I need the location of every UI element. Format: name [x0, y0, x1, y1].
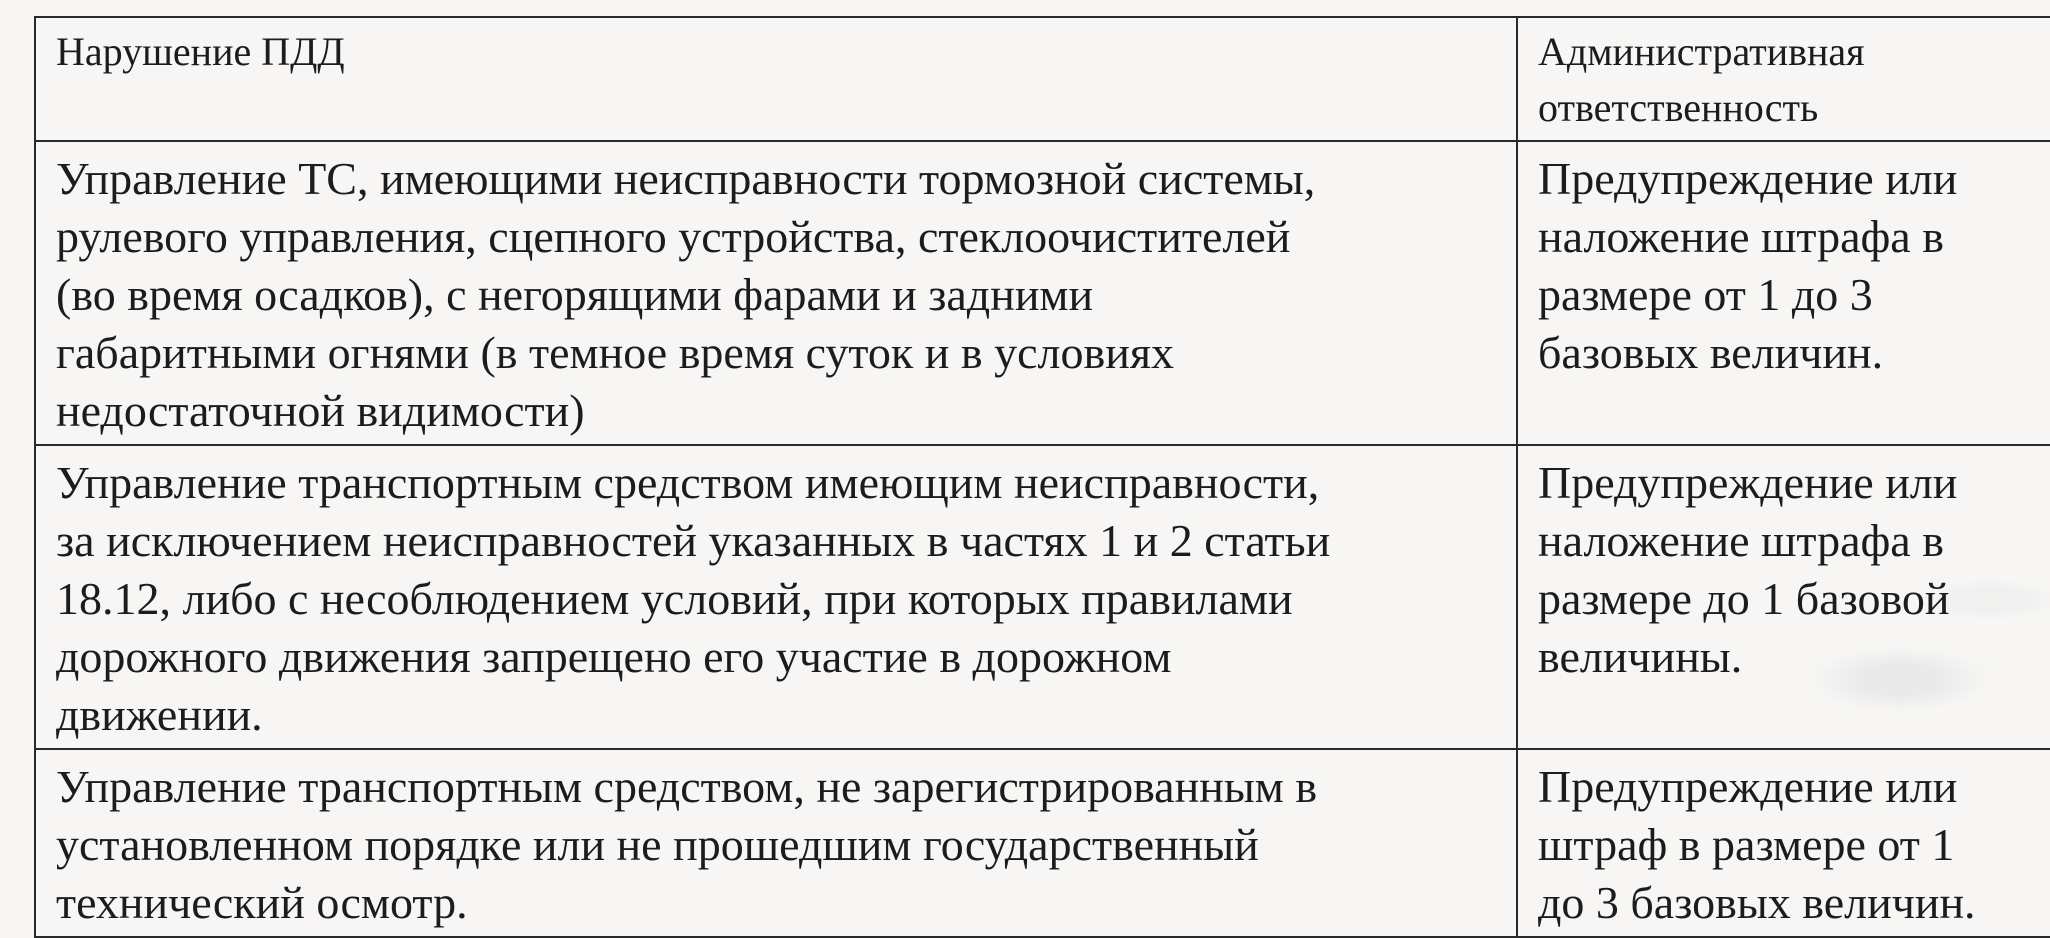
table-row	[35, 141, 2050, 445]
responsibility-cell	[1517, 749, 2050, 937]
header-responsibility-label: Административная ответственность	[1538, 29, 1865, 130]
responsibility-cell	[1517, 141, 2050, 445]
violation-text: Управление транспортным средством, не зарегистрированным в установленном порядке или не прошедшим государственный технический осмотр.	[56, 761, 1318, 928]
table-row	[35, 749, 2050, 937]
header-cell-responsibility	[1517, 17, 2050, 141]
violation-text: Управление ТС, имеющими неисправности тормозной системы, рулевого управления, сцепного устройства, стеклоочистителей (во время осадков), с негорящими фарами и задними габаритными огнями (в темное время суток и в условиях недостаточной видимости)	[56, 153, 1316, 436]
table-row	[35, 445, 2050, 749]
responsibility-text: Предупреждение или наложение штрафа в размере от 1 до 3 базовых величин.	[1538, 153, 1958, 378]
responsibility-text: Предупреждение или штраф в размере от 1 до 3 базовых величин.	[1538, 761, 1976, 928]
violation-cell	[35, 445, 1517, 749]
violation-cell	[35, 141, 1517, 445]
violation-text: Управление транспортным средством имеющим неисправности, за исключением неисправностей указанных в частях 1 и 2 статьи 18.12, либо с несоблюдением условий, при которых правилами дорожного движения запрещено его участие в дорожном движении.	[56, 457, 1331, 740]
header-violation-label: Нарушение ПДД	[56, 29, 345, 74]
violations-table	[34, 16, 2050, 938]
responsibility-cell	[1517, 445, 2050, 749]
violation-cell	[35, 749, 1517, 937]
table-header-row	[35, 17, 2050, 141]
responsibility-text: Предупреждение или наложение штрафа в размере до 1 базовой величины.	[1538, 457, 1958, 682]
header-cell-violation	[35, 17, 1517, 141]
